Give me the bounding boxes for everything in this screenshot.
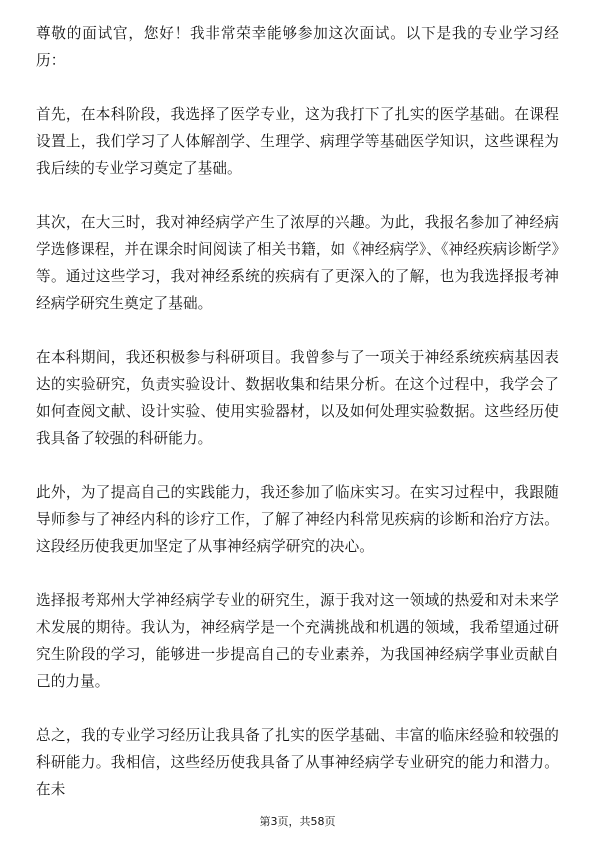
paragraph-research-experience: 在本科期间，我还积极参与科研项目。我曾参与了一项关于神经系统疾病基因表达的实验研究，负责实验设计、数据收集和结果分析。在这个过程中，我学会了如何查阅文献、设计实验、使用实验器材，以及如何处理实验数据。这些经历使我具备了较强的科研能力。 <box>36 349 559 447</box>
page-number: 第3页，共58页 <box>259 815 336 828</box>
paragraph-neurology-interest: 其次，在大三时，我对神经病学产生了浓厚的兴趣。为此，我报名参加了神经病学选修课程，并在课余时间阅读了相关书籍，如《神经病学》、《神经疾病诊断学》等。通过这些学习，我对神经系统的疾病有了更深入的了解，也为我选择报考神经病学研究生奠定了基础。 <box>36 214 559 312</box>
paragraph-clinical-internship: 此外，为了提高自己的实践能力，我还参加了临床实习。在实习过程中，我跟随导师参与了神经内科的诊疗工作，了解了神经内科常见疾病的诊断和治疗方法。这段经历使我更加坚定了从事神经病学研究的决心。 <box>36 484 559 555</box>
document-body <box>36 20 559 830</box>
paragraph-greeting: 尊敬的面试官，您好！我非常荣幸能够参加这次面试。以下是我的专业学习经历： <box>36 25 559 69</box>
paragraph-application-motivation: 选择报考郑州大学神经病学专业的研究生，源于我对这一领域的热爱和对未来学术发展的期待。我认为，神经病学是一个充满挑战和机遇的领域，我希望通过研究生阶段的学习，能够进一步提高自己的专业素养，为我国神经病学事业贡献自己的力量。 <box>36 592 559 690</box>
paragraph-summary: 总之，我的专业学习经历让我具备了扎实的医学基础、丰富的临床经验和较强的科研能力。我相信，这些经历使我具备了从事神经病学专业研究的能力和潜力。在未 <box>36 727 559 798</box>
paragraph-undergraduate-foundation: 首先，在本科阶段，我选择了医学专业，这为我打下了扎实的医学基础。在课程设置上，我们学习了人体解剖学、生理学、病理学等基础医学知识，这些课程为我后续的专业学习奠定了基础。 <box>36 106 559 177</box>
